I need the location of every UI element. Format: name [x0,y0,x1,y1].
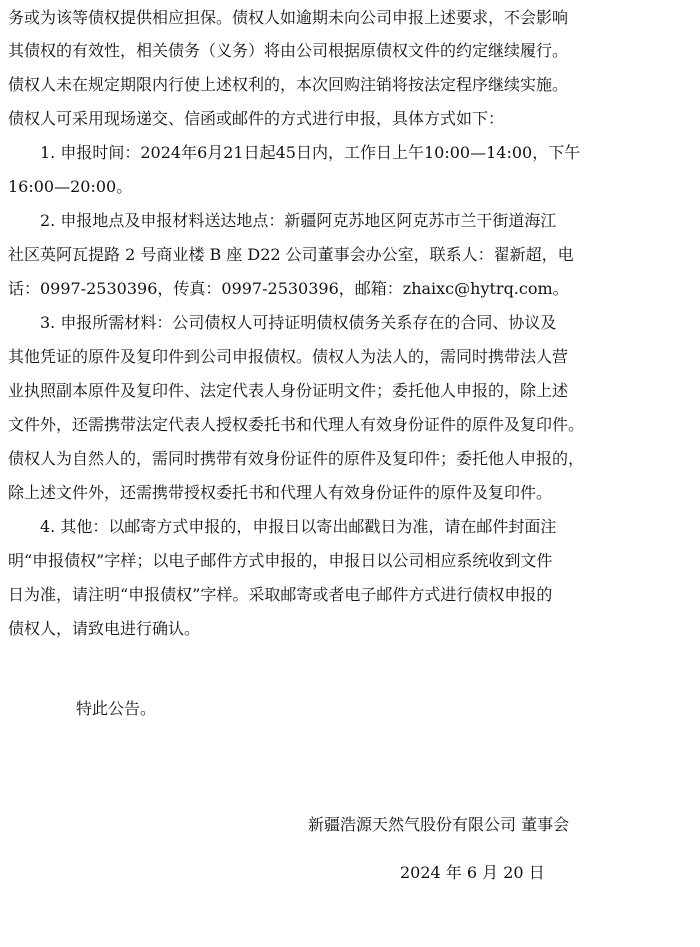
list-item-3-line: 文件外，还需携带法定代表人授权委托书和代理人有效身份证件的原件及复印件。 [8,415,585,434]
list-item-4-line: 债权人，请致电进行确认。 [8,619,201,638]
list-item-1-line: 16:00—20:00。 [8,177,133,196]
list-item-3-line: 除上述文件外，还需携带授权委托书和代理人有效身份证件的原件及复印件。 [8,483,553,502]
list-item-3-line: 其他凭证的原件及复印件到公司申报债权。债权人为法人的，需同时携带法人营 [8,347,569,366]
list-item-3-line: 债权人为自然人的，需同时携带有效身份证件的原件及复印件；委托他人申报的， [8,449,585,468]
text-line: 债权人未在规定期限内行使上述权利的，本次回购注销将按法定程序继续实施。 [8,75,569,94]
list-item-2-line: 2. 申报地点及申报材料送达地点：新疆阿克苏地区阿克苏市兰干街道海江 [40,211,557,230]
text-line: 债权人可采用现场递交、信函或邮件的方式进行申报，具体方式如下： [8,109,505,128]
text-line: 其债权的有效性，相关债务（义务）将由公司根据原债权文件的约定继续履行。 [8,41,569,60]
list-item-4-line: 日为准，请注明“申报债权”字样。采取邮寄或者电子邮件方式进行债权申报的 [8,585,553,604]
closing-statement: 特此公告。 [76,699,157,718]
list-item-4-line: 4. 其他：以邮寄方式申报的，申报日以寄出邮戳日为准，请在邮件封面注 [40,517,557,536]
signer-name: 新疆浩源天然气股份有限公司 董事会 [308,815,570,834]
list-item-1-line: 1. 申报时间：2024年6月21日起45日内，工作日上午10:00—14:00，下午 [40,143,581,162]
list-item-3-line: 业执照副本原件及复印件、法定代表人身份证明文件；委托他人申报的，除上述 [8,381,569,400]
text-line: 务或为该等债权提供相应担保。债权人如逾期未向公司申报上述要求，不会影响 [8,8,569,27]
signature-date: 2024 年 6 月 20 日 [400,863,545,882]
list-item-2-line: 话：0997-2530396，传真：0997-2530396，邮箱：zhaixc@hytrq.com。 [8,279,569,298]
list-item-3-line: 3. 申报所需材料：公司债权人可持证明债权债务关系存在的合同、协议及 [40,313,557,332]
list-item-2-line: 社区英阿瓦提路 2 号商业楼 B 座 D22 公司董事会办公室，联系人：翟新超，电 [8,245,574,264]
list-item-4-line: 明“申报债权”字样；以电子邮件方式申报的，申报日以公司相应系统收到文件 [8,551,553,570]
